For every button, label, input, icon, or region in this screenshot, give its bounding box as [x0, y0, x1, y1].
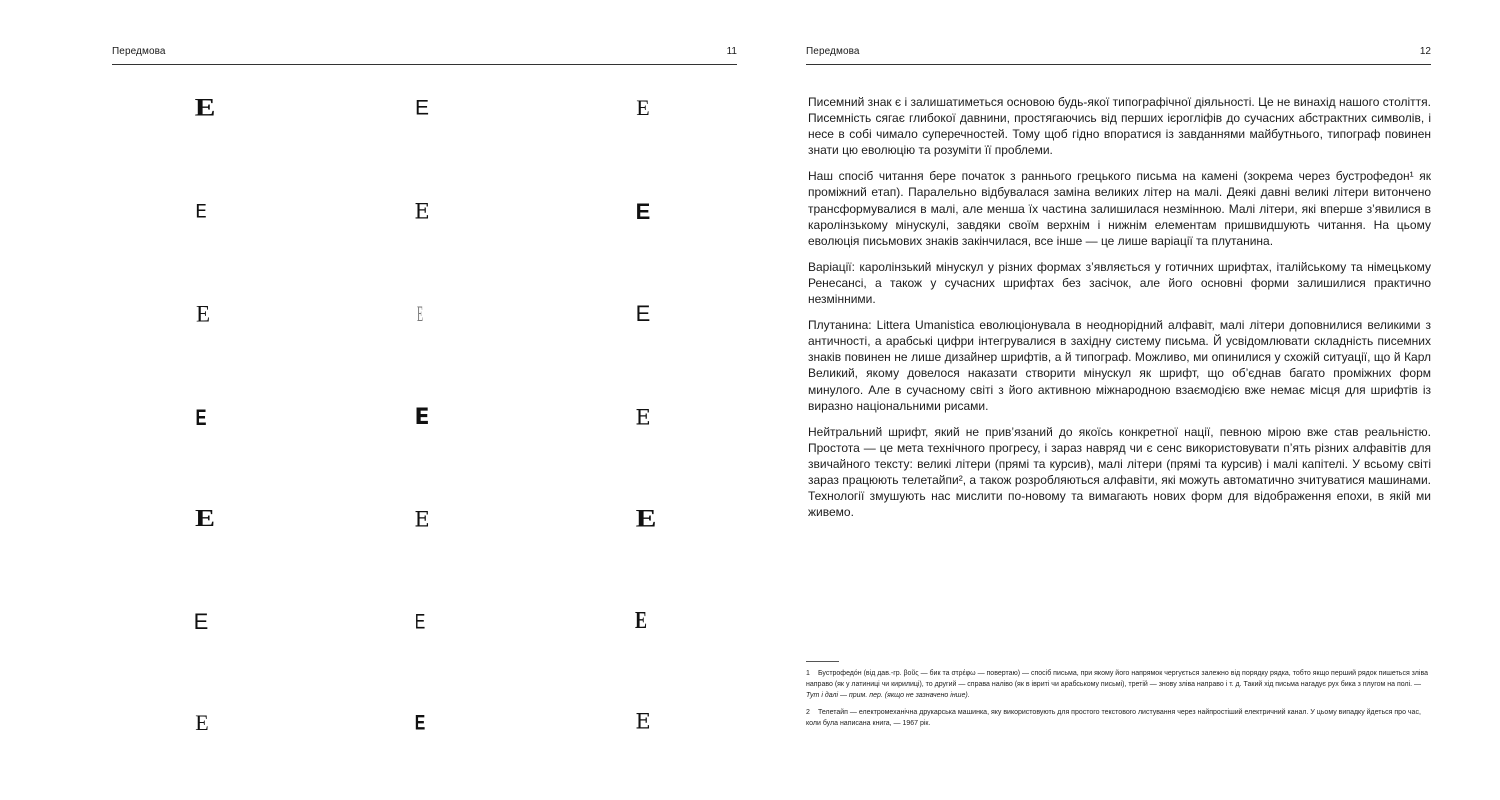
footnote — [806, 707, 1436, 729]
paragraph: Писемний знак є і залишатиметься основою будь-якої типографічної діяльності. Це не винахід нашого століття. Писемність сягає глибокої давнини, простягаючись від перших ієрогліфів до сучасних абстрактних символів, і несе в собі чимало суперечностей. Тому щоб гідно впоратися із завданнями майбутнього, типограф повинен знати цю еволюцію та розуміти її проблеми. — [808, 95, 1431, 158]
letter-e-specimen: E — [195, 710, 209, 735]
footnote-number: 1 — [806, 670, 810, 677]
letter-e-specimen: E — [416, 301, 424, 326]
letter-e-specimen: E — [194, 506, 215, 532]
letter-e-specimen: E — [414, 405, 430, 430]
letter-e-specimen: E — [414, 199, 430, 224]
letter-e-specimen: E — [635, 199, 651, 224]
letter-e-specimen: E — [195, 301, 211, 327]
footnote-note: — Тут і далі — прим. пер. (якщо не зазначено інше). — [806, 681, 1422, 699]
right-page — [750, 0, 1500, 800]
letter-e-specimen: E — [634, 608, 647, 634]
letter-e-specimen: E — [635, 301, 651, 326]
letter-e-specimen: E — [414, 96, 429, 120]
letter-e-specimen: E — [193, 609, 209, 634]
letter-e-specimen: E — [414, 711, 426, 735]
running-head: Передмова — [806, 46, 860, 57]
letter-e-specimen: E — [635, 505, 657, 533]
paragraph: Наш спосіб читання бере початок з раннього грецького письма на камені (зокрема через бустрофедон¹ як проміжний етап). Паралельно відбувалася заміна великих літер на малі. Деякі давні великі літери витончено трансформувалися в малі, але менша їх частина залишилася незмінною. Малі літери, які вперше з’явилися в каролінзькому мінускулі, завдяки своїм верхнім і нижнім елементам пришвидшують читання. На цьому еволюція письмових знаків закінчилася, все інше — це лише варіації та плутанина. — [808, 169, 1431, 248]
letter-e-specimen: E — [414, 507, 430, 532]
letter-e-specimen: E — [195, 405, 207, 430]
page-number: 11 — [726, 46, 737, 57]
letter-e-specimen: E — [635, 709, 651, 734]
paragraph: Плутанина: Littera Umanistica еволюціонувала в неоднорідний алфавіт, малі літери доповнилися великими з античності, а арабські цифри інтегрувалися в західну систему письма. Й усвідомлювати складність писемних знаків повинен не лише дизайнер шрифтів, а й типограф. Можливо, ми опинилися у схожій ситуації, що й Карл Великий, якому довелося наказати створити мінускул як шрифт, що об’єднав багато проміжних форм минулого. Але в сучасному світі з його активною міжнародною взаємодією вже немає місця для шрифтів із виразно національними рисами. — [808, 318, 1431, 413]
paragraph: Варіації: каролінзький мінускул у різних формах з’являється у готичних шрифтах, італійському та німецькому Ренесансі, а також у сучасних шрифтах без засічок, але його основні форми залишилися практично незмінними. — [808, 259, 1431, 307]
body-text — [808, 94, 1431, 530]
footnote-rule — [806, 661, 839, 662]
footnote-text: Бустрофедо́н (від дав.-гр. βοῦς — бик та στρέφω — повертаю) — спосіб письма, при якому його напрямок чергується залежно від порядку рядка, тобто якщо перший рядок пишеться зліва направо (як у латиниці чи кирилиці), то другий — справа наліво (як в івриті чи арабському письмі), третій — знову зліва направо і т. д. Такий хід письма нагадує рух бика з плугом на полі. — [806, 670, 1428, 688]
letter-e-specimen: E — [194, 200, 207, 223]
footnote-text: Телетайп — електромеханічна друкарська машинка, яку використовують для простого текстового листування через найпростіший електричний канал. У цьому випадку йдеться про час, коли була написана книга, — 1967 рік. — [806, 709, 1421, 727]
letter-e-specimen: E — [636, 95, 650, 120]
footnote-number: 2 — [806, 709, 810, 716]
paragraph: Нейтральний шрифт, який не прив’язаний до якоїсь конкретної нації, певною мірою вже став реальністю. Простота — це мета технічного прогресу, і зараз навряд чи є сенс використовувати п’ять різних алфавітів для звичайного тексту: великі літери (прямі та курсив), малі літери (прямі та курсив) і малі капітелі. У всьому світі зараз працюють телетайпи², а також розробляються алфавіти, які можуть автоматично зчитуватися машинами. Технології змушують нас мислити по-новому та вимагають нових форм для відображення епохи, в якій ми живемо. — [808, 424, 1431, 520]
footnote — [806, 668, 1436, 701]
letter-e-specimen: E — [414, 610, 426, 634]
running-head: Передмова — [112, 46, 166, 57]
page-number: 12 — [1419, 46, 1431, 57]
letter-e-specimen: E — [194, 94, 216, 122]
header-rule — [806, 64, 1431, 65]
footnotes — [806, 668, 1436, 735]
letter-e-specimen: E — [635, 405, 651, 430]
